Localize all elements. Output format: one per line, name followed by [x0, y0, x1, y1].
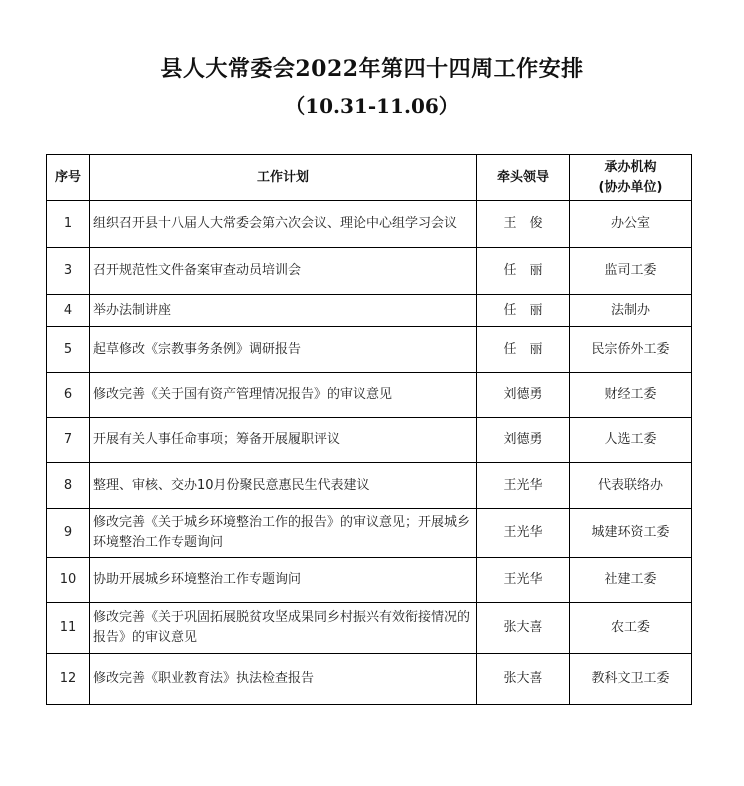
row-org: 社建工委 — [570, 558, 692, 603]
row-plan: 开展有关人事任命事项；筹备开展履职评议 — [90, 418, 477, 463]
table-row — [47, 654, 692, 705]
row-org: 法制办 — [570, 295, 692, 327]
table-row — [47, 327, 692, 373]
row-leader: 刘德勇 — [477, 373, 570, 418]
row-number: 10 — [47, 558, 90, 603]
row-plan: 修改完善《职业教育法》执法检查报告 — [90, 654, 477, 705]
table-row — [47, 248, 692, 295]
work-schedule-table — [46, 154, 692, 705]
header-org — [570, 155, 692, 201]
table-row — [47, 418, 692, 463]
row-leader: 王光华 — [477, 463, 570, 509]
row-org: 财经工委 — [570, 373, 692, 418]
row-plan: 组织召开县十八届人大常委会第六次会议、理论中心组学习会议 — [90, 201, 477, 248]
row-leader: 张大喜 — [477, 603, 570, 654]
row-number: 1 — [47, 201, 90, 248]
row-number: 7 — [47, 418, 90, 463]
table-row — [47, 603, 692, 654]
row-leader: 王光华 — [477, 509, 570, 558]
row-org: 办公室 — [570, 201, 692, 248]
header-plan: 工作计划 — [90, 155, 477, 201]
row-number: 9 — [47, 509, 90, 558]
page-title: 县人大常委会2022年第四十四周工作安排 — [160, 56, 584, 82]
row-plan: 修改完善《关于巩固拓展脱贫攻坚成果同乡村振兴有效衔接情况的报告》的审议意见 — [90, 603, 477, 654]
table-row — [47, 373, 692, 418]
row-leader: 任 丽 — [477, 327, 570, 373]
table-row — [47, 509, 692, 558]
row-org: 代表联络办 — [570, 463, 692, 509]
row-leader: 任 丽 — [477, 248, 570, 295]
row-number: 3 — [47, 248, 90, 295]
table-row — [47, 463, 692, 509]
page-subtitle-date-range: （10.31-11.06） — [285, 94, 459, 118]
header-leader: 牵头领导 — [477, 155, 570, 201]
header-org-line2: (协办单位) — [598, 179, 663, 195]
row-number: 12 — [47, 654, 90, 705]
table-row — [47, 201, 692, 248]
row-leader: 刘德勇 — [477, 418, 570, 463]
row-number: 8 — [47, 463, 90, 509]
row-number: 6 — [47, 373, 90, 418]
row-plan: 修改完善《关于城乡环境整治工作的报告》的审议意见；开展城乡环境整治工作专题询问 — [90, 509, 477, 558]
row-leader: 任 丽 — [477, 295, 570, 327]
row-org: 农工委 — [570, 603, 692, 654]
table-row — [47, 295, 692, 327]
row-org: 人选工委 — [570, 418, 692, 463]
header-org-line1: 承办机构 — [604, 159, 657, 175]
row-org: 民宗侨外工委 — [570, 327, 692, 373]
row-plan: 举办法制讲座 — [90, 295, 477, 327]
row-number: 5 — [47, 327, 90, 373]
row-org: 城建环资工委 — [570, 509, 692, 558]
row-leader: 王光华 — [477, 558, 570, 603]
row-plan: 召开规范性文件备案审查动员培训会 — [90, 248, 477, 295]
row-plan: 修改完善《关于国有资产管理情况报告》的审议意见 — [90, 373, 477, 418]
row-number: 4 — [47, 295, 90, 327]
row-plan: 整理、审核、交办10月份聚民意惠民生代表建议 — [90, 463, 477, 509]
row-leader: 张大喜 — [477, 654, 570, 705]
table-header-row — [47, 155, 692, 201]
row-number: 11 — [47, 603, 90, 654]
table-row — [47, 558, 692, 603]
row-leader: 王 俊 — [477, 201, 570, 248]
row-plan: 协助开展城乡环境整治工作专题询问 — [90, 558, 477, 603]
row-org: 教科文卫工委 — [570, 654, 692, 705]
row-org: 监司工委 — [570, 248, 692, 295]
header-no: 序号 — [47, 155, 90, 201]
row-plan: 起草修改《宗教事务条例》调研报告 — [90, 327, 477, 373]
